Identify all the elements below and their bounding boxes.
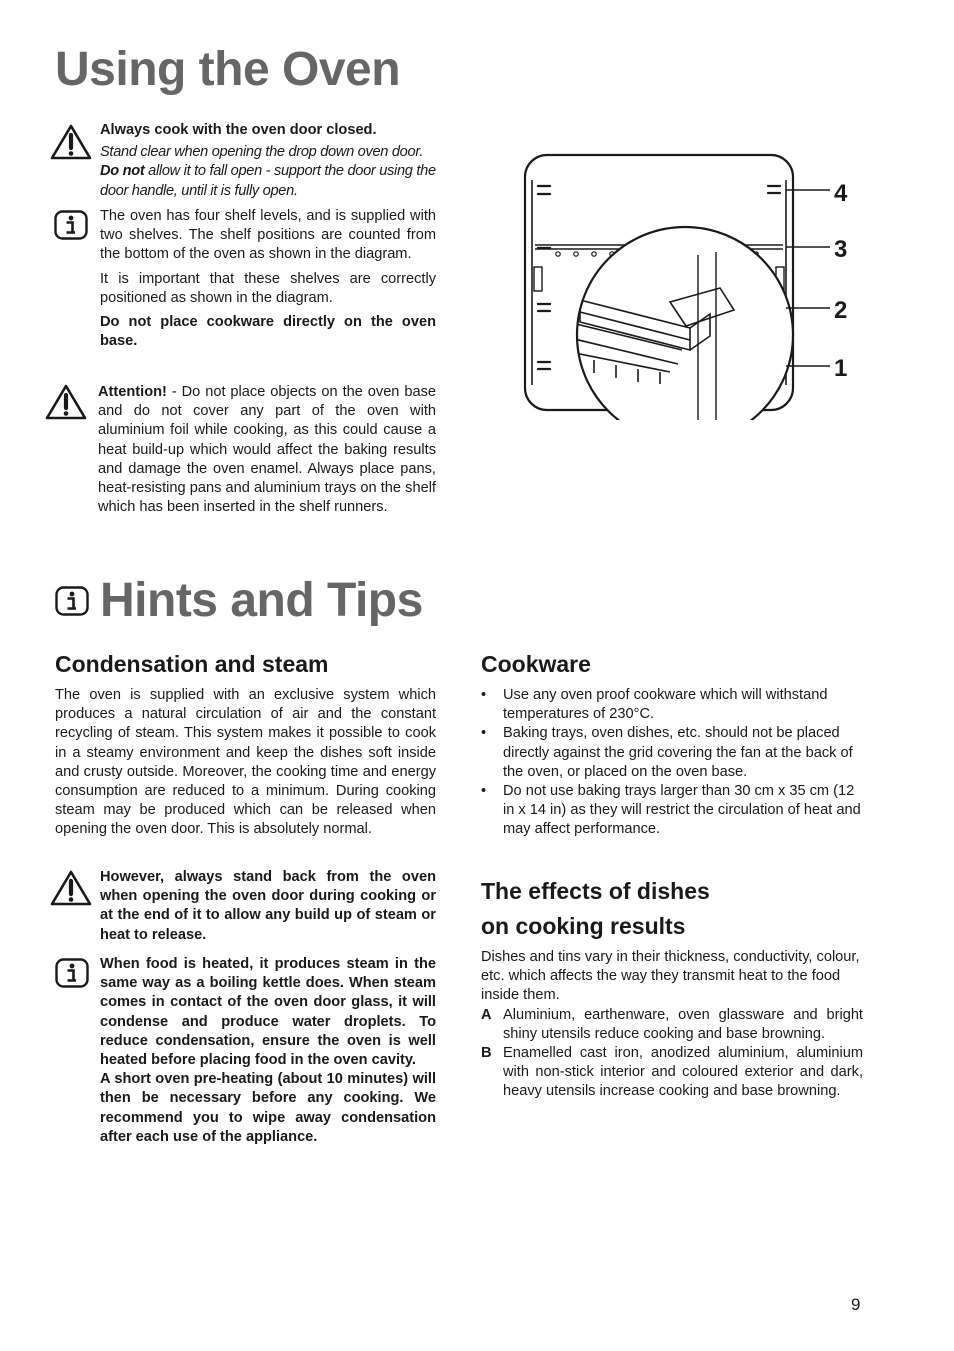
condensation-info-para-2: A short oven pre-heating (about 10 minutes) will then be necessary before any cooking. We recommend you to wipe away condensation after each use of the appliance. [100, 1071, 436, 1145]
heading-cookware: Cookware [481, 651, 591, 677]
page-number: 9 [851, 1295, 861, 1314]
condensation-body: The oven is supplied with an exclusive system which produces a natural circulation of air and the constant recycling of steam. This system makes it possible to cook in a steamy environment and keep the dishes soft inside and crusty outside. Moreover, the cooking time and energy consumption are reduced to a minimum. During cooking steam may be produced which can be released when opening the oven door. This is absolutely normal. [55, 687, 436, 838]
info-para-1: The oven has four shelf levels, and is supplied with two shelves. The shelf positions are counted from the bottom of the oven as shown in the diagram. [100, 208, 436, 263]
shelf-label-3: 3 [834, 236, 848, 263]
shelf-label-1: 1 [834, 355, 848, 382]
page-title-using-oven: Using the Oven [55, 43, 401, 96]
info-shelf-levels [100, 207, 436, 351]
condensation-warning: However, always stand back from the oven when opening the oven door during cooking or at the end of it to allow any build up of steam or heat to release. [100, 869, 436, 943]
warning-do-not: Do not [100, 163, 145, 180]
attention-oven-base [98, 383, 436, 517]
cookware-list [481, 686, 863, 840]
warning-line-3: allow it to fall open - support the door using the door handle, until it is fully open. [100, 163, 436, 199]
info-icon [55, 958, 89, 988]
heading-effects-line-1: The effects of dishes [481, 878, 710, 904]
condensation-info-para-1: When food is heated, it produces steam in the same way as a boiling kettle does. When steam comes in contact of the oven door glass, it will condense and produce water droplets. To reduce condensation, ensure the oven is well heated before placing food in the oven cavity. [100, 956, 436, 1069]
warning-icon [45, 384, 87, 420]
condensation-info [100, 955, 436, 1147]
cookware-item: • Use any oven proof cookware which will withstand temperatures of 230°C. [481, 686, 863, 724]
attention-label: Attention! [98, 384, 167, 400]
shelf-label-2: 2 [834, 297, 848, 324]
effects-item-a [481, 1006, 863, 1044]
warning-icon [50, 870, 92, 906]
info-para-3: Do not place cookware directly on the oven base. [100, 314, 436, 350]
heading-condensation: Condensation and steam [55, 651, 329, 677]
heading-effects-dishes [481, 874, 710, 944]
effects-key-a: A [481, 1006, 492, 1023]
info-para-2: It is important that these shelves are correctly positioned as shown in the diagram. [100, 270, 436, 306]
effects-item-b [481, 1044, 863, 1102]
cookware-item: • Do not use baking trays larger than 30 cm x 35 cm (12 in x 14 in) as they will restrict the circulation of heat and may affect performance. [481, 782, 863, 840]
effects-intro: Dishes and tins vary in their thickness, conductivity, colour, etc. which affects the way they transmit heat to the food inside them. [481, 949, 860, 1004]
shelf-label-4: 4 [834, 180, 848, 207]
oven-shelf-diagram [520, 150, 860, 420]
heading-effects-line-2: on cooking results [481, 913, 686, 939]
warning-door-closed [100, 121, 436, 201]
effects-body [481, 948, 863, 1102]
attention-text: - Do not place objects on the oven base and do not cover any part of the oven with aluminium foil while cooking, as this could cause a heat build-up which would affect the baking results and damage the oven enamel. Always place pans, heat-resisting pans and aluminium trays on the shelf which has been inserted in the shelf runners. [98, 384, 436, 516]
cookware-item: • Baking trays, oven dishes, etc. should not be placed directly against the grid covering the fan at the back of the oven, or placed on the oven base. [481, 724, 863, 782]
warning-line-1: Always cook with the oven door closed. [100, 122, 377, 138]
warning-line-2: Stand clear when opening the drop down oven door. [100, 144, 424, 161]
effects-text-b: Enamelled cast iron, anodized aluminium, aluminium with non-stick interior and coloured exterior and dark, heavy utensils increase cooking and base browning. [503, 1045, 863, 1100]
warning-icon [50, 124, 92, 160]
info-icon [54, 210, 88, 240]
info-icon [55, 586, 89, 616]
page-title-hints-tips: Hints and Tips [100, 574, 423, 627]
effects-key-b: B [481, 1045, 492, 1062]
effects-text-a: Aluminium, earthenware, oven glassware and bright shiny utensils reduce cooking and base browning. [503, 1006, 863, 1042]
